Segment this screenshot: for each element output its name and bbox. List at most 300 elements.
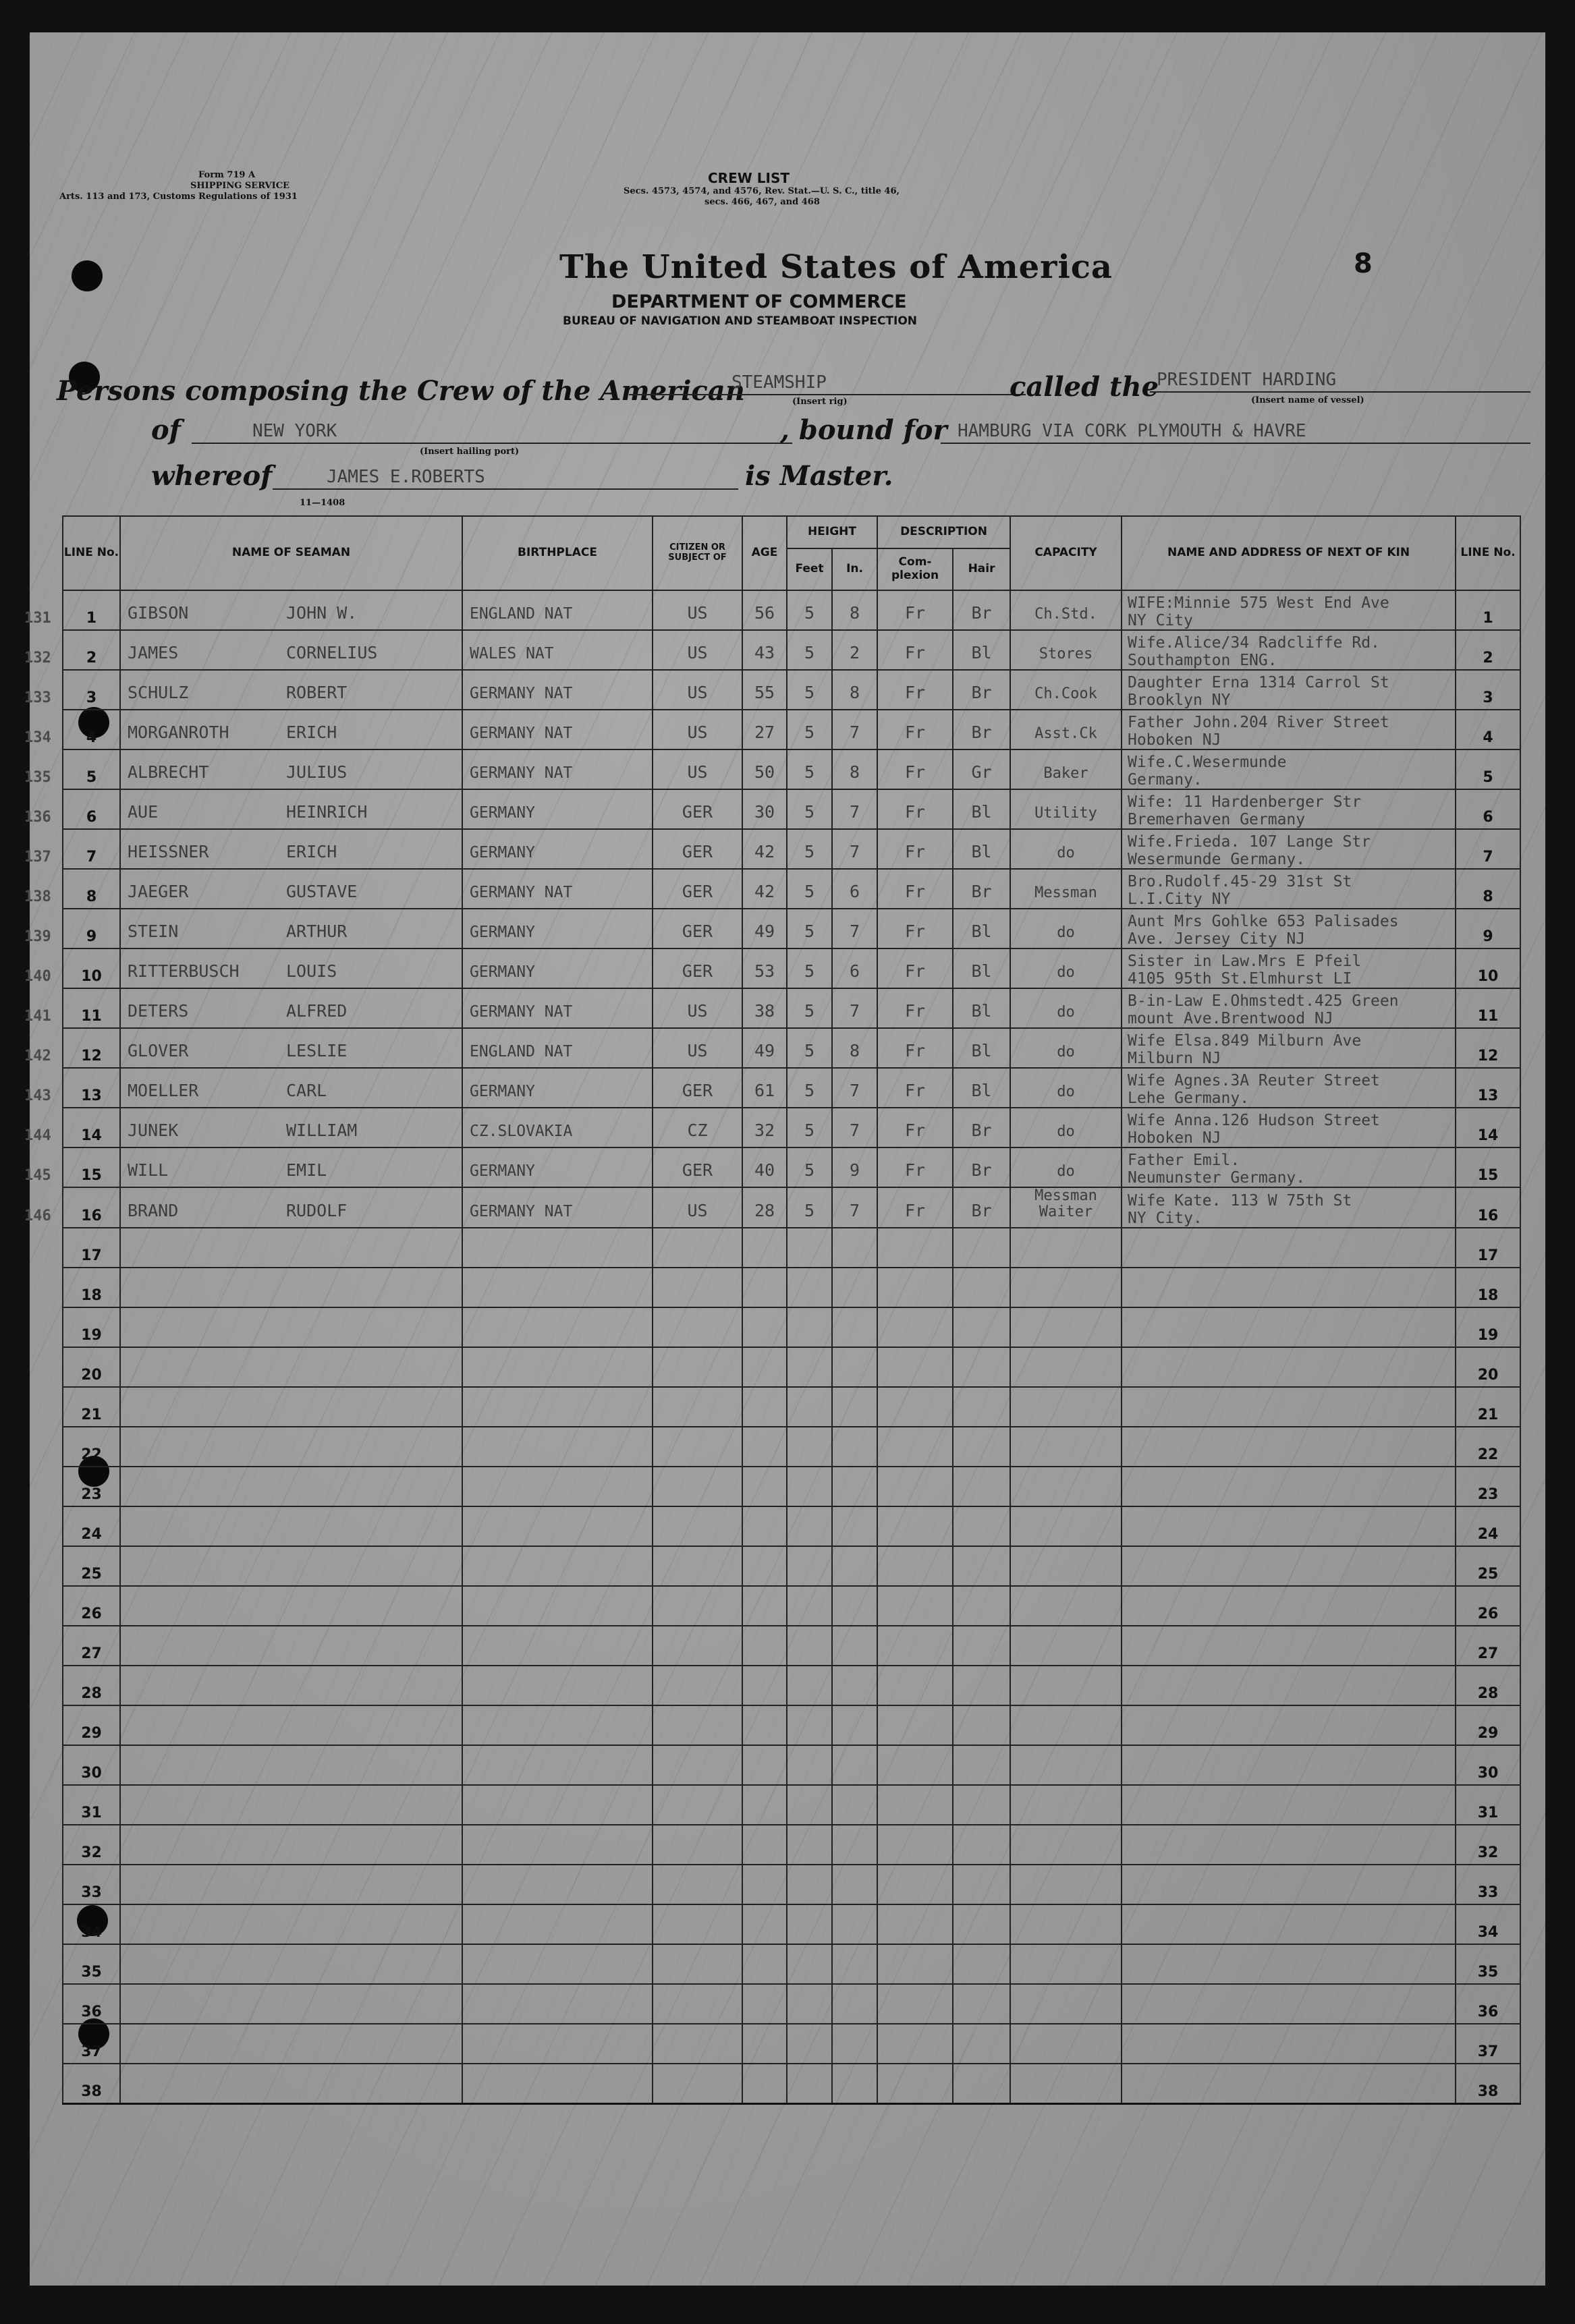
line-number-right: 18 [1456, 1268, 1520, 1307]
hair-cell: Bl [953, 988, 1010, 1028]
line-number: 21 [63, 1387, 120, 1427]
seaman-name [120, 630, 462, 670]
kin-line-2: Hoboken NJ [1128, 1129, 1221, 1147]
age-cell: 42 [742, 869, 787, 909]
empty-cell [742, 1745, 787, 1785]
line-number [24, 1028, 120, 1068]
birthplace-cell: GERMANY [462, 909, 653, 948]
seaman-given-name: ROBERT [286, 683, 348, 702]
capacity-cell: do [1010, 909, 1122, 948]
kin-line-1: B-in-Law E.Ohmstedt.425 Green [1128, 992, 1399, 1010]
empty-cell [877, 1506, 953, 1546]
next-of-kin [1122, 670, 1456, 710]
empty-cell [832, 1904, 877, 1944]
complexion-cell: Fr [877, 789, 953, 829]
empty-cell [832, 1347, 877, 1387]
empty-cell [742, 1347, 787, 1387]
empty-row [63, 1467, 1520, 1506]
empty-cell [120, 1268, 462, 1307]
inches-cell: 2 [832, 630, 877, 670]
empty-cell [1122, 1546, 1456, 1586]
line-number-right: 29 [1456, 1705, 1520, 1745]
empty-cell [1122, 1666, 1456, 1705]
inches-cell: 7 [832, 789, 877, 829]
age-cell: 61 [742, 1068, 787, 1108]
line-number-right: 17 [1456, 1228, 1520, 1268]
empty-cell [832, 1307, 877, 1347]
age-cell: 56 [742, 590, 787, 630]
citizen-cell: US [653, 710, 742, 749]
kin-line-1: Aunt Mrs Gohlke 653 Palisades [1128, 913, 1399, 930]
feet-cell: 5 [787, 710, 832, 749]
complexion-cell: Fr [877, 1147, 953, 1187]
line-number: 18 [63, 1268, 120, 1307]
feet-cell: 5 [787, 1147, 832, 1187]
next-of-kin [1122, 710, 1456, 749]
line-number [24, 869, 120, 909]
empty-cell [787, 1705, 832, 1745]
complexion-header: Com-plexion [877, 548, 953, 590]
line-number: 22 [63, 1427, 120, 1467]
complexion-cell: Fr [877, 988, 953, 1028]
empty-cell [1122, 1825, 1456, 1865]
line-number [24, 789, 120, 829]
seaman-name [120, 1028, 462, 1068]
kin-line-1: Wife Elsa.849 Milburn Ave [1128, 1032, 1362, 1050]
empty-cell [1122, 1904, 1456, 1944]
capacity-cell: Ch.Cook [1010, 670, 1122, 710]
line-number-right: 26 [1456, 1586, 1520, 1626]
age-cell: 28 [742, 1187, 787, 1228]
hair-cell: Bl [953, 789, 1010, 829]
line-number: 23 [63, 1467, 120, 1506]
crew-row [63, 1028, 1520, 1068]
crew-row [63, 1187, 1520, 1228]
capacity-cell: do [1010, 829, 1122, 869]
empty-cell [742, 1944, 787, 1984]
next-of-kin [1122, 630, 1456, 670]
seaman-surname: WILL [128, 1160, 169, 1180]
kin-line-1: Wife.Frieda. 107 Lange Str [1128, 833, 1371, 851]
line-number: 28 [63, 1666, 120, 1705]
birthplace-cell: GERMANY NAT [462, 869, 653, 909]
inches-cell: 6 [832, 869, 877, 909]
empty-cell [877, 1825, 953, 1865]
empty-cell [1010, 1666, 1122, 1705]
seaman-given-name: ERICH [286, 722, 337, 742]
kin-line-1: Father Emil. [1128, 1152, 1240, 1169]
empty-cell [742, 1228, 787, 1268]
kin-line-1: Wife Kate. 113 W 75th St [1128, 1192, 1352, 1210]
crew-row [63, 1108, 1520, 1147]
feet-cell: 5 [787, 1068, 832, 1108]
empty-cell [953, 1427, 1010, 1467]
empty-cell [120, 1626, 462, 1666]
empty-cell [1122, 2024, 1456, 2064]
empty-cell [1010, 1944, 1122, 1984]
next-of-kin [1122, 948, 1456, 988]
complexion-cell: Fr [877, 749, 953, 789]
empty-cell [653, 1745, 742, 1785]
feet-cell: 5 [787, 789, 832, 829]
empty-cell [742, 1666, 787, 1705]
empty-cell [742, 1586, 787, 1626]
kin-line-2: Wesermunde Germany. [1128, 851, 1306, 868]
empty-row [63, 1427, 1520, 1467]
form-number: Form 719 A [198, 170, 256, 180]
age-cell: 32 [742, 1108, 787, 1147]
line-number-right: 9 [1456, 909, 1520, 948]
seaman-name [120, 749, 462, 789]
print-code: 11—1408 [300, 498, 346, 508]
seaman-surname: ALBRECHT [128, 762, 209, 782]
empty-cell [832, 1705, 877, 1745]
capacity-cell: Messman Waiter [1010, 1187, 1122, 1228]
empty-cell [953, 1865, 1010, 1904]
crew-row [63, 1068, 1520, 1108]
hair-cell: Bl [953, 1028, 1010, 1068]
line-number [24, 948, 120, 988]
seaman-surname: HEISSNER [128, 842, 209, 861]
empty-cell [653, 1427, 742, 1467]
next-of-kin [1122, 1028, 1456, 1068]
citizen-cell: GER [653, 948, 742, 988]
empty-cell [832, 1984, 877, 2024]
kin-line-2: Hoboken NJ [1128, 731, 1221, 749]
empty-cell [953, 1506, 1010, 1546]
complexion-cell: Fr [877, 710, 953, 749]
empty-cell [462, 1666, 653, 1705]
seaman-surname: MOELLER [128, 1081, 199, 1100]
line-number [24, 749, 120, 789]
age-cell: 50 [742, 749, 787, 789]
seaman-surname: SCHULZ [128, 683, 189, 702]
citizen-cell: US [653, 630, 742, 670]
capacity-cell: Messman [1010, 869, 1122, 909]
line-number-right: 28 [1456, 1666, 1520, 1705]
persons-text: Persons composing the Crew of the American [57, 375, 745, 407]
citizen-cell: US [653, 988, 742, 1028]
kin-line-2: Ave. Jersey City NJ [1128, 930, 1306, 948]
line-number-right: 22 [1456, 1427, 1520, 1467]
next-of-kin [1122, 1187, 1456, 1228]
empty-cell [832, 1268, 877, 1307]
line-number-value: 4 [86, 729, 97, 746]
empty-cell [120, 1984, 462, 2024]
empty-cell [120, 1307, 462, 1347]
empty-cell [742, 1785, 787, 1825]
empty-cell [953, 1387, 1010, 1427]
crew-row [63, 869, 1520, 909]
empty-cell [120, 1865, 462, 1904]
complexion-cell: Fr [877, 1028, 953, 1068]
line-number: 20 [63, 1347, 120, 1387]
empty-row [63, 1307, 1520, 1347]
empty-cell [1010, 1387, 1122, 1427]
hair-cell: Br [953, 670, 1010, 710]
empty-cell [742, 1268, 787, 1307]
seaman-name [120, 948, 462, 988]
kin-line-2: Southampton ENG. [1128, 652, 1277, 669]
hair-cell: Br [953, 1147, 1010, 1187]
empty-cell [1010, 2024, 1122, 2064]
empty-cell [462, 1865, 653, 1904]
empty-cell [1122, 1705, 1456, 1745]
empty-cell [120, 1944, 462, 1984]
line-number [24, 1108, 120, 1147]
empty-cell [832, 2064, 877, 2103]
empty-cell [120, 1506, 462, 1546]
feet-cell: 5 [787, 869, 832, 909]
kin-line-2: Neumunster Germany. [1128, 1169, 1306, 1187]
empty-cell [832, 1825, 877, 1865]
empty-cell [832, 1427, 877, 1467]
line-number-right: 6 [1456, 789, 1520, 829]
seaman-surname: BRAND [128, 1201, 179, 1220]
feet-cell: 5 [787, 829, 832, 869]
citizen-cell: GER [653, 1068, 742, 1108]
seaman-surname: GIBSON [128, 603, 189, 623]
empty-cell [787, 1944, 832, 1984]
empty-row [63, 1745, 1520, 1785]
capacity-cell: Baker [1010, 749, 1122, 789]
destination-value: HAMBURG VIA CORK PLYMOUTH & HAVRE [958, 421, 1306, 441]
empty-cell [832, 1666, 877, 1705]
kin-header: NAME AND ADDRESS OF NEXT OF KIN [1122, 516, 1456, 590]
empty-cell [1010, 1745, 1122, 1785]
seaman-name [120, 590, 462, 630]
empty-cell [787, 1228, 832, 1268]
crew-list-title: CREW LIST [708, 170, 790, 186]
empty-cell [120, 2064, 462, 2103]
seaman-surname: JUNEK [128, 1121, 179, 1140]
empty-cell [787, 2024, 832, 2064]
inches-cell: 7 [832, 909, 877, 948]
kin-line-1: Father John.204 River Street [1128, 714, 1389, 731]
line-number-right: 35 [1456, 1944, 1520, 1984]
empty-row [63, 1944, 1520, 1984]
empty-cell [1122, 1745, 1456, 1785]
empty-cell [742, 1626, 787, 1666]
ledger-number: 143 [24, 1087, 51, 1104]
line-no-right-header: LINE No. [1456, 516, 1520, 590]
line-number-right: 27 [1456, 1626, 1520, 1666]
line-number-value: 11 [81, 1008, 102, 1025]
kin-line-1: Sister in Law.Mrs E Pfeil [1128, 953, 1362, 970]
empty-cell [120, 1228, 462, 1268]
line-number-right: 13 [1456, 1068, 1520, 1108]
birthplace-cell: ENGLAND NAT [462, 1028, 653, 1068]
statute-line-1: Secs. 4573, 4574, and 4576, Rev. Stat.—U. S. C., title 46, [624, 186, 900, 196]
empty-cell [877, 1427, 953, 1467]
empty-row [63, 1387, 1520, 1427]
empty-cell [1122, 1427, 1456, 1467]
empty-cell [1010, 1467, 1122, 1506]
empty-cell [787, 1745, 832, 1785]
seaman-surname: JAEGER [128, 882, 189, 901]
kin-line-2: Bremerhaven Germany [1128, 811, 1306, 828]
rig-value: STEAMSHIP [731, 372, 827, 393]
inches-cell: 8 [832, 670, 877, 710]
empty-cell [120, 1467, 462, 1506]
empty-cell [832, 1387, 877, 1427]
empty-cell [953, 1785, 1010, 1825]
empty-cell [120, 2024, 462, 2064]
crew-row [63, 749, 1520, 789]
line-number-right: 38 [1456, 2064, 1520, 2103]
destination-blank [941, 443, 1530, 444]
crew-row [63, 1147, 1520, 1187]
next-of-kin [1122, 590, 1456, 630]
empty-cell [1010, 1626, 1122, 1666]
empty-cell [832, 2024, 877, 2064]
seaman-name [120, 710, 462, 749]
kin-line-2: Lehe Germany. [1128, 1089, 1250, 1107]
empty-cell [742, 1825, 787, 1865]
citizen-cell: US [653, 670, 742, 710]
empty-cell [1010, 1865, 1122, 1904]
empty-cell [832, 1586, 877, 1626]
empty-cell [953, 1586, 1010, 1626]
next-of-kin [1122, 988, 1456, 1028]
empty-cell [787, 1984, 832, 2024]
empty-cell [653, 1984, 742, 2024]
department-name: DEPARTMENT OF COMMERCE [611, 291, 907, 312]
seaman-surname: AUE [128, 802, 159, 822]
seaman-given-name: LESLIE [286, 1041, 348, 1060]
empty-cell [877, 1666, 953, 1705]
birthplace-cell: WALES NAT [462, 630, 653, 670]
empty-cell [462, 1228, 653, 1268]
line-number [24, 988, 120, 1028]
whereof-label: whereof [151, 460, 273, 492]
inches-cell: 8 [832, 1028, 877, 1068]
empty-cell [462, 1506, 653, 1546]
empty-cell [462, 1546, 653, 1586]
line-number-right: 11 [1456, 988, 1520, 1028]
empty-cell [742, 1904, 787, 1944]
empty-cell [787, 2064, 832, 2103]
empty-cell [953, 1307, 1010, 1347]
birthplace-cell: GERMANY [462, 948, 653, 988]
empty-cell [953, 1904, 1010, 1944]
empty-cell [462, 1944, 653, 1984]
line-number-right: 16 [1456, 1187, 1520, 1228]
inches-cell: 7 [832, 988, 877, 1028]
line-number-right: 10 [1456, 948, 1520, 988]
empty-cell [1122, 1626, 1456, 1666]
empty-cell [653, 1825, 742, 1865]
empty-cell [787, 1307, 832, 1347]
line-number [24, 590, 120, 630]
empty-cell [832, 1785, 877, 1825]
line-number: 24 [63, 1506, 120, 1546]
seaman-given-name: JOHN W. [286, 603, 358, 623]
line-number-right: 30 [1456, 1745, 1520, 1785]
empty-cell [462, 1586, 653, 1626]
crew-row [63, 829, 1520, 869]
seaman-name [120, 829, 462, 869]
complexion-cell: Fr [877, 670, 953, 710]
line-number-value: 12 [81, 1048, 102, 1065]
kin-line-2: Brooklyn NY [1128, 691, 1231, 709]
empty-cell [462, 1307, 653, 1347]
empty-cell [120, 1347, 462, 1387]
empty-cell [877, 1705, 953, 1745]
inches-cell: 7 [832, 829, 877, 869]
capacity-cell: Stores [1010, 630, 1122, 670]
birthplace-cell: CZ.SLOVAKIA [462, 1108, 653, 1147]
empty-cell [953, 1347, 1010, 1387]
empty-cell [120, 1427, 462, 1467]
empty-cell [742, 1705, 787, 1745]
empty-row [63, 1546, 1520, 1586]
crew-row [63, 948, 1520, 988]
capacity-cell: do [1010, 948, 1122, 988]
empty-cell [1122, 1984, 1456, 2024]
ledger-number: 137 [24, 849, 51, 866]
birthplace-cell: GERMANY NAT [462, 749, 653, 789]
empty-cell [120, 1586, 462, 1626]
hair-cell: Bl [953, 630, 1010, 670]
kin-line-2: mount Ave.Brentwood NJ [1128, 1010, 1333, 1027]
next-of-kin [1122, 789, 1456, 829]
seaman-given-name: GUSTAVE [286, 882, 358, 901]
crew-row [63, 630, 1520, 670]
line-number-value: 5 [86, 769, 97, 786]
capacity-cell: do [1010, 1108, 1122, 1147]
ledger-number: 131 [24, 610, 51, 627]
empty-cell [120, 1785, 462, 1825]
inches-cell: 7 [832, 710, 877, 749]
seaman-name [120, 1068, 462, 1108]
inches-cell: 8 [832, 749, 877, 789]
kin-line-2: NY City [1128, 612, 1193, 629]
empty-cell [787, 1387, 832, 1427]
line-number-value: 6 [86, 809, 97, 826]
empty-cell [877, 1307, 953, 1347]
empty-cell [1122, 1506, 1456, 1546]
empty-cell [462, 1825, 653, 1865]
line-number-right: 25 [1456, 1546, 1520, 1586]
empty-cell [787, 1626, 832, 1666]
empty-cell [787, 1904, 832, 1944]
hair-cell: Bl [953, 909, 1010, 948]
crew-row [63, 710, 1520, 749]
kin-line-2: 4105 95th St.Elmhurst LI [1128, 970, 1352, 988]
capacity-cell: Asst.Ck [1010, 710, 1122, 749]
kin-line-1: WIFE:Minnie 575 West End Ave [1128, 594, 1389, 612]
of-label: of [151, 414, 181, 446]
empty-cell [742, 1865, 787, 1904]
empty-cell [953, 1984, 1010, 2024]
empty-cell [742, 1984, 787, 2024]
kin-line-1: Bro.Rudolf.45-29 31st St [1128, 873, 1352, 890]
empty-cell [953, 1546, 1010, 1586]
line-number-value: 1 [86, 610, 97, 627]
seaman-surname: JAMES [128, 643, 179, 662]
empty-cell [787, 1546, 832, 1586]
inches-cell: 7 [832, 1187, 877, 1228]
empty-cell [953, 1228, 1010, 1268]
empty-cell [120, 1387, 462, 1427]
hair-cell: Br [953, 590, 1010, 630]
seaman-given-name: WILLIAM [286, 1121, 358, 1140]
empty-cell [120, 1546, 462, 1586]
empty-cell [1010, 1586, 1122, 1626]
empty-cell [462, 1467, 653, 1506]
empty-cell [742, 1427, 787, 1467]
